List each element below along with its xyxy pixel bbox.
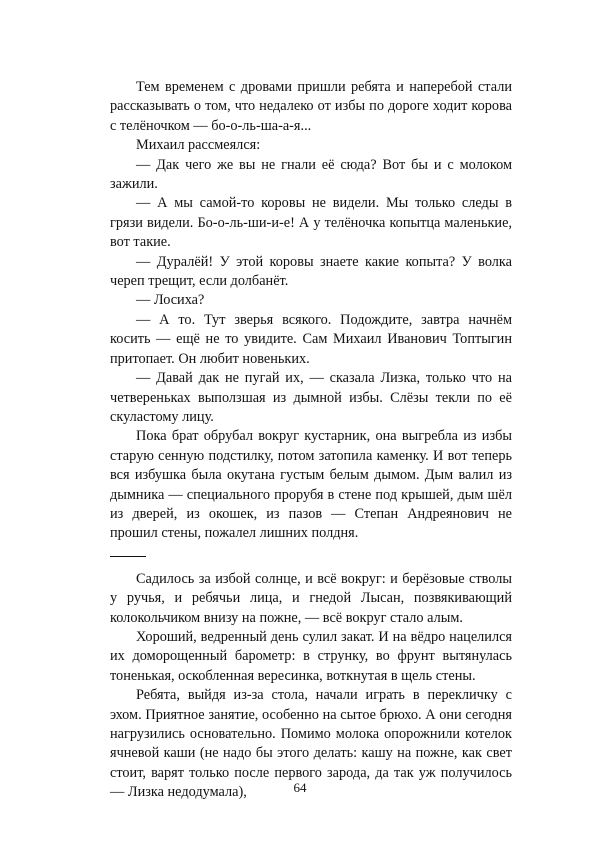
paragraph: — Дуралёй! У этой коровы знаете какие копыта? У волка череп трещит, если долбанёт. <box>110 253 512 290</box>
paragraph: Ребята, выйдя из-за стола, начали играть в перекличку с эхом. Приятное занятие, особенно на сытое брюхо. А они сегодня нагрузились основательно. Помимо молока опорожнили котелок ячневой каши (не надо бы этого делать: кашу на пожне, как свет стоит, варят только после первого зарода, да так уж получилось — Лизка недодумала), <box>110 687 512 801</box>
page-number: 64 <box>293 780 307 795</box>
paragraph: Садилось за избой солнце, и всё вокруг: и берёзовые стволы у ручья, и ребячьи лица, и гнедой Лысан, позвякивающий колокольчиком внизу на пожне, — всё вокруг стало алым. <box>110 570 512 626</box>
paragraph: — Лосиха? <box>136 292 205 309</box>
paragraph: Тем временем с дровами пришли ребята и наперебой стали рассказывать о том, что недалеко от избы по дороге ходит корова с телёночком — бо-о-ль-ша-а-я... <box>110 79 512 134</box>
page-body <box>110 78 512 803</box>
paragraph: — А то. Тут зверья всякого. Подождите, завтра начнём косить — ещё не то увидите. Сам Михаил Иванович Топтыгин притопает. Он любит новеньких. <box>110 311 512 367</box>
paragraph: Пока брат обрубал вокруг кустарник, она выгребла из избы старую сенную подстилку, потом затопила каменку. И вот теперь вся избушка была окутана густым белым дымом. Дым валил из дымника — специального прорубя в стене под крышей, дым шёл из дверей, из окошек, из пазов — Степан Андреянович не прошил стены, пожалел лишних полдня. <box>110 428 512 542</box>
paragraph: Михаил рассмеялся: <box>136 137 261 154</box>
paragraph: — А мы самой-то коровы не видели. Мы только следы в грязи видели. Бо-о-ль-ши-и-е! А у телёночка копытца маленькие, вот такие. <box>110 195 512 251</box>
paragraph: Хороший, ведренный день сулил закат. И на вёдро нацелился их доморощенный барометр: в струнку, во фрунт вытянулась тоненькая, оскобленная вересинка, воткнутая в щель стены. <box>110 628 512 684</box>
paragraph: — Дак чего же вы не гнали её сюда? Вот бы и с молоком зажили. <box>110 156 512 193</box>
section-divider <box>110 544 512 570</box>
paragraph: — Давай дак не пугай их, — сказала Лизка, только что на четвереньках выползшая из дымной избы. Слёзы текли по её скуластому лицу. <box>110 370 512 425</box>
